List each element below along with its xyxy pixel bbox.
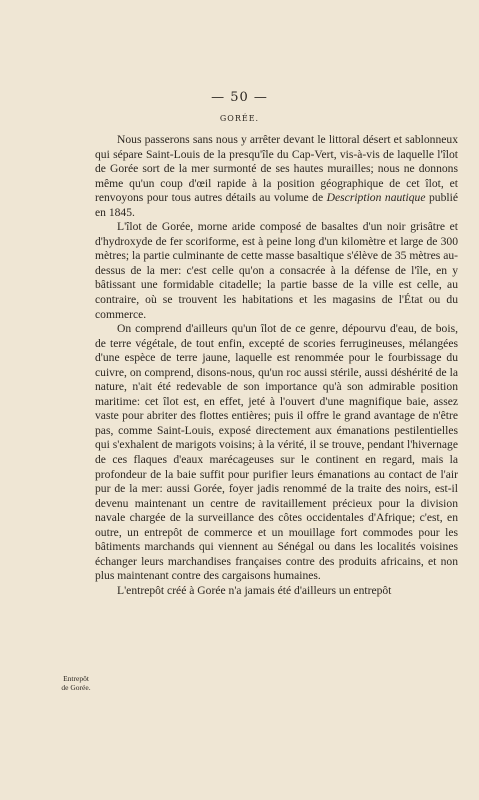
section-title: GORÉE. xyxy=(219,114,260,123)
margin-note xyxy=(52,674,100,692)
paragraph-1-end: publié en 1845. xyxy=(95,191,458,219)
margin-note-line-2: de Gorée. xyxy=(61,683,91,692)
paragraph-3: On comprend d'ailleurs qu'un îlot de ce genre, dépourvu d'eau, de bois, de terre végétale, de tout enfin, excepté de scories ferrugineuses, mélangées d'une espèce de terre jaune, laquelle est renommée pour le fourbissage du cuivre, on comprend, disons-nous, qu'un roc aussi stérile, aussi déshérité de la nature, n'ait été redevable de son importance qu'à son admirable position maritime: cet îlot est, en effet, jeté à l'ouvert d'une magnifique baie, assez vaste pour abriter des flottes entières; puis il offre le grand avantage de n'être pas, comme Saint-Louis, exposé directement aux émanations pestilentielles qui s'exhalent de marigots voisins; à la vérité, il se trouve, pendant l'hivernage de ces flaques d'eaux marécageuses sur le continent en regard, mais la profondeur de la baie suffit pour purifier leurs émanations au contact de l'air pur de la mer: aussi Gorée, foyer jadis renommé de la traite des noirs, est-il devenu maintenant un centre de ravitaillement précieux pour la division navale chargée de la surveillance des côtes occidentales d'Afrique; c'est, en outre, un entrepôt de commerce et un mouillage fort commodes pour les bâtiments marchands qui viennent au Sénégal ou dans les localités voisines échanger leurs marchandises françaises contre des produits africains, et non plus maintenant contre des cargaisons humaines. xyxy=(95,322,458,583)
body-text xyxy=(95,133,458,599)
page-number: — 50 — xyxy=(211,90,268,105)
paragraph-1-text: Nous passerons sans nous y arrêter devant le littoral désert et sablonneux qui sépare Saint-Louis de la presqu'île du Cap-Vert, vis-à-vis de laquelle l'îlot de Gorée sort de la mer surmonté de ses hautes murailles; nous ne donnons même qu'un coup d'œil rapide à la position géographique de cet îlot, et renvoyons pour tous autres détails au volume de xyxy=(95,133,458,205)
paragraph-4: L'entrepôt créé à Gorée n'a jamais été d'ailleurs un entrepôt xyxy=(117,583,392,597)
paragraph-2: L'îlot de Gorée, morne aride composé de basaltes d'un noir grisâtre et d'hydroxyde de fer scoriforme, est à peine long d'un kilomètre et large de 300 mètres; la partie culminante de cette masse basaltique s'élève de 35 mètres au-dessus de la mer: c'est celle qu'on a consacrée à la défense de l'île, en y bâtissant une formidable citadelle; la partie basse de la ville est celle, au contraire, où se trouvent les habitations et les magasins de l'État ou du commerce. xyxy=(95,220,458,321)
publication-title: Description nautique xyxy=(326,191,426,205)
margin-note-line-1: Entrepôt xyxy=(63,674,89,683)
paragraph-1 xyxy=(95,133,458,220)
